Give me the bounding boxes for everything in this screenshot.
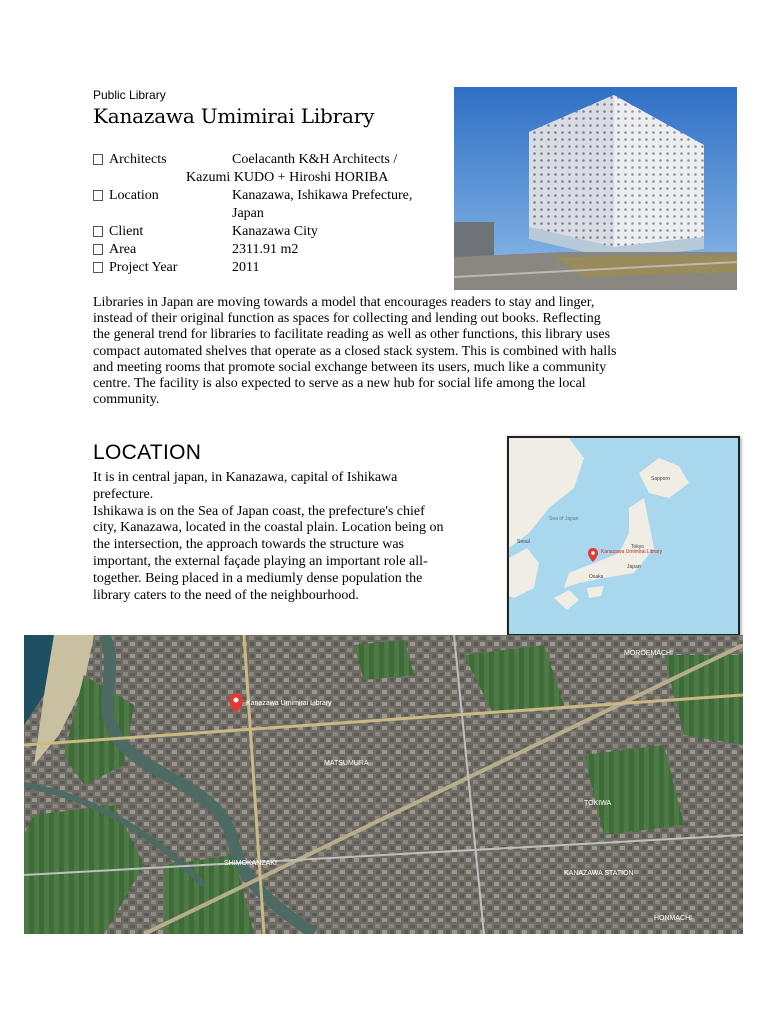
city-label: Osaka <box>589 574 604 580</box>
fact-project-year <box>93 259 453 277</box>
location-line: Ishikawa is on the Sea of Japan coast, the prefecture's chief <box>93 503 425 519</box>
location-line: the intersection, the approach towards the structure was <box>93 537 405 553</box>
project-facts <box>93 151 453 277</box>
intro-line: compact automated shelves that operate as a closed stack system. This is combined with halls <box>93 343 617 359</box>
japan-overview-map <box>507 436 740 636</box>
kanazawa-satellite-map <box>24 635 743 934</box>
country-label: Japan <box>627 564 641 570</box>
fact-label: Project Year <box>109 260 178 275</box>
fact-value: Coelacanth K&H Architects / <box>232 152 398 167</box>
square-bullet-icon <box>93 262 103 273</box>
intro-line: instead of their original function as spaces for collecting and lending out books. Reflecting <box>93 311 601 327</box>
district-label: MOROEMACHI <box>624 650 673 657</box>
fact-label: Architects <box>109 152 167 167</box>
fact-value: Kazumi KUDO + Hiroshi HORIBA <box>186 170 389 185</box>
intro-line: centre. The facility is also expected to serve as a new hub for social life among the local <box>93 376 586 392</box>
fact-label: Area <box>109 242 137 257</box>
intro-paragraph <box>93 295 683 408</box>
location-line: important, the external façade playing an important role all- <box>93 553 428 569</box>
fact-location <box>93 187 453 205</box>
district-label: TOKIWA <box>584 800 612 807</box>
location-heading: LOCATION <box>93 441 202 464</box>
square-bullet-icon <box>93 226 103 237</box>
fact-value: Kanazawa City <box>232 224 318 239</box>
fact-value: Japan <box>232 206 264 221</box>
location-line: together. Being placed in a mediumly dense population the <box>93 570 423 586</box>
square-bullet-icon <box>93 154 103 165</box>
overview-marker-label: Kanazawa Umimirai Library <box>601 549 663 555</box>
square-bullet-icon <box>93 190 103 201</box>
location-line: city, Kanazawa, located in the coastal plain. Location being on <box>93 520 444 536</box>
fact-value: 2311.91 m2 <box>232 242 299 257</box>
location-line: It is in central japan, in Kanazawa, capital of Ishikawa <box>93 470 398 485</box>
square-bullet-icon <box>93 244 103 255</box>
area-marker-label: Kanazawa Umimirai Library <box>246 700 332 707</box>
intro-line: community. <box>93 392 160 408</box>
fact-architects <box>93 151 453 169</box>
fact-value: 2011 <box>232 260 260 275</box>
fact-client <box>93 223 453 241</box>
fact-label: Client <box>109 224 144 239</box>
city-label: Sapporo <box>651 476 670 482</box>
city-label: Seoul <box>517 539 530 545</box>
fact-architects-continued <box>93 169 453 187</box>
fact-area <box>93 241 453 259</box>
location-line: prefecture. <box>93 486 154 502</box>
district-label: MATSUMURA <box>324 760 369 767</box>
fact-location-continued <box>93 205 453 223</box>
intro-line: Libraries in Japan are moving towards a model that encourages readers to stay and linger, <box>93 295 595 310</box>
location-line: library caters to the need of the neighbourhood. <box>93 587 359 603</box>
library-photo <box>454 87 737 290</box>
document-title: Kanazawa Umimirai Library <box>93 104 375 128</box>
district-label: KANAZAWA STATION <box>564 870 634 877</box>
location-paragraph <box>93 470 493 604</box>
city-label: Tokyo <box>631 544 645 550</box>
fact-label: Location <box>109 188 159 203</box>
intro-line: the general trend for libraries to facilitate reading as well as other functions, this library uses <box>93 327 611 343</box>
document-category: Public Library <box>93 88 166 102</box>
intro-line: and meeting rooms that promote social exchange between its users, much like a community <box>93 359 607 375</box>
fact-value: Kanazawa, Ishikawa Prefecture, <box>232 188 413 203</box>
district-label: HONMACHI <box>654 915 693 922</box>
district-label: SHIMOKANZAKI <box>224 860 277 867</box>
sea-label: Sea of Japan <box>549 516 579 522</box>
